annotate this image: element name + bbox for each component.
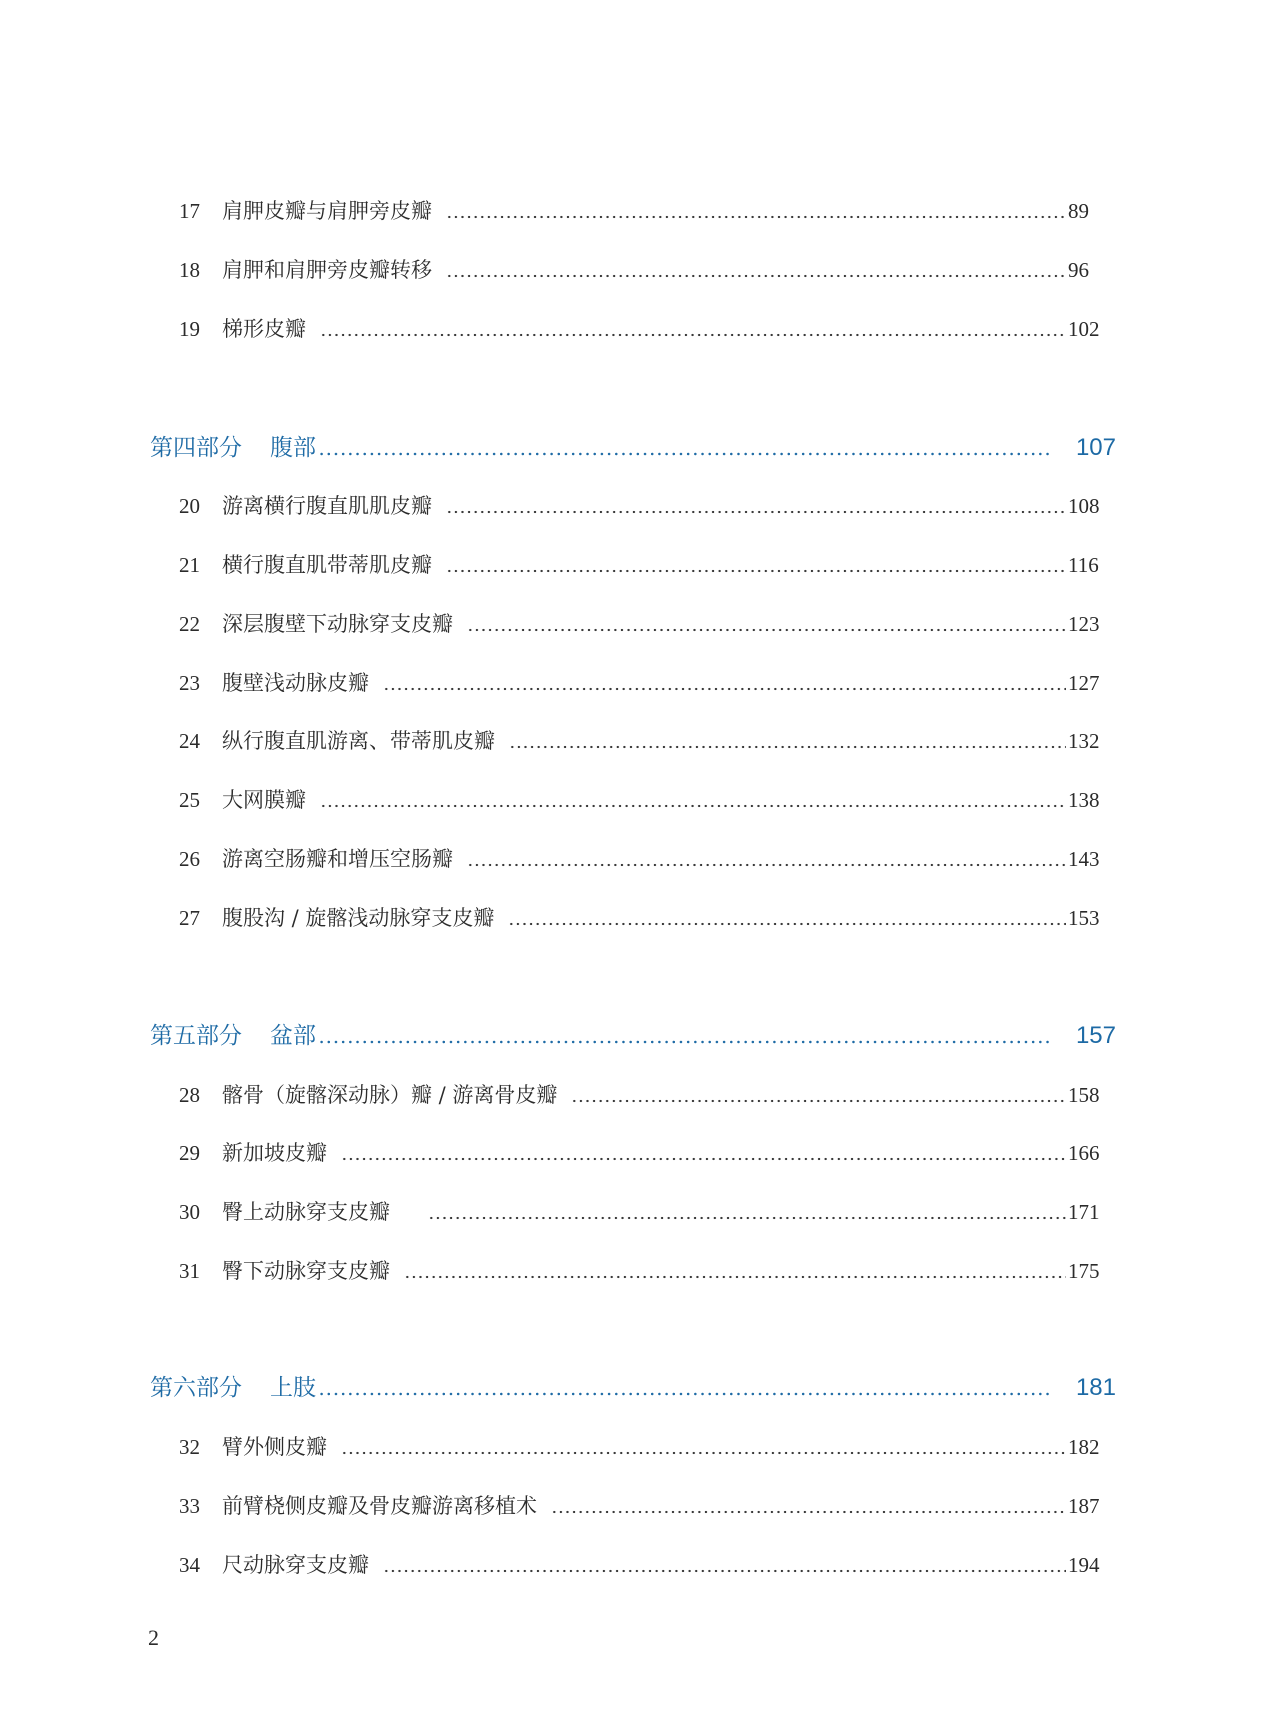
entry-title: 腹股沟 / 旋髂浅动脉穿支皮瓣 xyxy=(222,906,495,930)
entry-page: 182 xyxy=(1068,1435,1100,1459)
toc-entry[interactable] xyxy=(150,1193,1110,1227)
part-title: 上肢 xyxy=(270,1375,316,1401)
part-heading[interactable] xyxy=(150,1017,1116,1051)
entry-title: 游离空肠瓣和增压空肠瓣 xyxy=(222,847,453,871)
entry-title: 新加坡皮瓣 xyxy=(222,1141,327,1165)
entry-page: 187 xyxy=(1068,1494,1100,1518)
toc-entry[interactable] xyxy=(150,899,1110,933)
page-number: 2 xyxy=(148,1625,159,1650)
toc-entry[interactable] xyxy=(150,1134,1110,1168)
dot-leader xyxy=(320,316,1066,338)
entry-page: 166 xyxy=(1068,1141,1100,1165)
entry-page: 116 xyxy=(1068,553,1099,577)
dot-leader xyxy=(467,611,1066,633)
dot-leader xyxy=(509,728,1066,750)
entry-title: 前臂桡侧皮瓣及骨皮瓣游离移植术 xyxy=(222,1494,537,1518)
entry-title: 臂外侧皮瓣 xyxy=(222,1435,327,1459)
entry-title: 横行腹直肌带蒂肌皮瓣 xyxy=(222,553,432,577)
entry-page: 171 xyxy=(1068,1200,1100,1224)
entry-page: 89 xyxy=(1068,199,1089,223)
dot-leader xyxy=(467,846,1066,868)
entry-page: 158 xyxy=(1068,1083,1100,1107)
entry-number: 29 xyxy=(179,1141,200,1165)
entry-number: 27 xyxy=(179,906,200,930)
toc-entry[interactable] xyxy=(150,546,1110,580)
toc-entry[interactable] xyxy=(150,722,1110,756)
entry-title: 纵行腹直肌游离、带蒂肌皮瓣 xyxy=(222,729,495,753)
entry-title: 臀上动脉穿支皮瓣 xyxy=(222,1200,390,1224)
entry-page: 96 xyxy=(1068,258,1089,282)
entry-title: 游离横行腹直肌肌皮瓣 xyxy=(222,494,432,518)
entry-number: 22 xyxy=(179,612,200,636)
part-label: 第四部分 xyxy=(150,435,242,461)
dot-leader xyxy=(383,1552,1066,1574)
entry-page: 175 xyxy=(1068,1259,1100,1283)
dot-leader xyxy=(318,1375,1052,1397)
entry-page: 102 xyxy=(1068,317,1100,341)
entry-page: 132 xyxy=(1068,729,1100,753)
toc-entry[interactable] xyxy=(150,251,1110,285)
entry-page: 138 xyxy=(1068,788,1100,812)
entry-number: 32 xyxy=(179,1435,200,1459)
entry-title: 大网膜瓣 xyxy=(222,788,306,812)
toc-entry[interactable] xyxy=(150,840,1110,874)
toc-entry[interactable] xyxy=(150,487,1110,521)
dot-leader xyxy=(320,787,1066,809)
toc-entry[interactable] xyxy=(150,1076,1110,1110)
entry-title: 髂骨（旋髂深动脉）瓣 / 游离骨皮瓣 xyxy=(222,1083,558,1107)
toc-entry[interactable] xyxy=(150,192,1110,226)
entry-title: 深层腹壁下动脉穿支皮瓣 xyxy=(222,612,453,636)
entry-number: 21 xyxy=(179,553,200,577)
part-label: 第六部分 xyxy=(150,1375,242,1401)
dot-leader xyxy=(446,552,1066,574)
dot-leader xyxy=(446,257,1066,279)
entry-number: 30 xyxy=(179,1200,200,1224)
entry-number: 25 xyxy=(179,788,200,812)
dot-leader xyxy=(446,493,1066,515)
entry-page: 127 xyxy=(1068,671,1100,695)
entry-title: 肩胛和肩胛旁皮瓣转移 xyxy=(222,258,432,282)
entry-title: 腹壁浅动脉皮瓣 xyxy=(222,671,369,695)
dot-leader xyxy=(341,1434,1066,1456)
entry-number: 28 xyxy=(179,1083,200,1107)
dot-leader xyxy=(318,1023,1052,1045)
dot-leader xyxy=(318,435,1052,457)
entry-title: 梯形皮瓣 xyxy=(222,317,306,341)
dot-leader xyxy=(508,905,1066,927)
entry-number: 17 xyxy=(179,199,200,223)
toc-entry[interactable] xyxy=(150,1487,1110,1521)
part-page: 107 xyxy=(1075,434,1116,461)
entry-title: 肩胛皮瓣与肩胛旁皮瓣 xyxy=(222,199,432,223)
toc-entry[interactable] xyxy=(150,781,1110,815)
toc-entry[interactable] xyxy=(150,664,1110,698)
entry-number: 31 xyxy=(179,1259,200,1283)
entry-number: 19 xyxy=(179,317,200,341)
dot-leader xyxy=(551,1493,1066,1515)
entry-page: 194 xyxy=(1068,1553,1100,1577)
dot-leader xyxy=(383,670,1066,692)
entry-title: 尺动脉穿支皮瓣 xyxy=(222,1553,369,1577)
entry-page: 108 xyxy=(1068,494,1100,518)
entry-number: 26 xyxy=(179,847,200,871)
toc-entry[interactable] xyxy=(150,605,1110,639)
toc-entry[interactable] xyxy=(150,1546,1110,1580)
entry-title: 臀下动脉穿支皮瓣 xyxy=(222,1259,390,1283)
entry-number: 23 xyxy=(179,671,200,695)
entry-number: 34 xyxy=(179,1553,200,1577)
entry-number: 20 xyxy=(179,494,200,518)
dot-leader xyxy=(446,198,1066,220)
entry-number: 33 xyxy=(179,1494,200,1518)
part-title: 腹部 xyxy=(270,435,316,461)
dot-leader xyxy=(571,1082,1066,1104)
toc-entry[interactable] xyxy=(150,310,1110,344)
part-title: 盆部 xyxy=(270,1023,316,1049)
part-label: 第五部分 xyxy=(150,1023,242,1049)
entry-number: 18 xyxy=(179,258,200,282)
toc-entry[interactable] xyxy=(150,1428,1110,1462)
entry-page: 153 xyxy=(1068,906,1100,930)
dot-leader xyxy=(428,1199,1066,1221)
entry-page: 123 xyxy=(1068,612,1100,636)
toc-entry[interactable] xyxy=(150,1252,1110,1286)
part-heading[interactable] xyxy=(150,429,1116,463)
dot-leader xyxy=(341,1140,1066,1162)
dot-leader xyxy=(404,1258,1066,1280)
entry-number: 24 xyxy=(179,729,200,753)
entry-page: 143 xyxy=(1068,847,1100,871)
part-page: 157 xyxy=(1075,1022,1116,1049)
part-heading[interactable] xyxy=(150,1369,1116,1403)
part-page: 181 xyxy=(1075,1374,1116,1401)
